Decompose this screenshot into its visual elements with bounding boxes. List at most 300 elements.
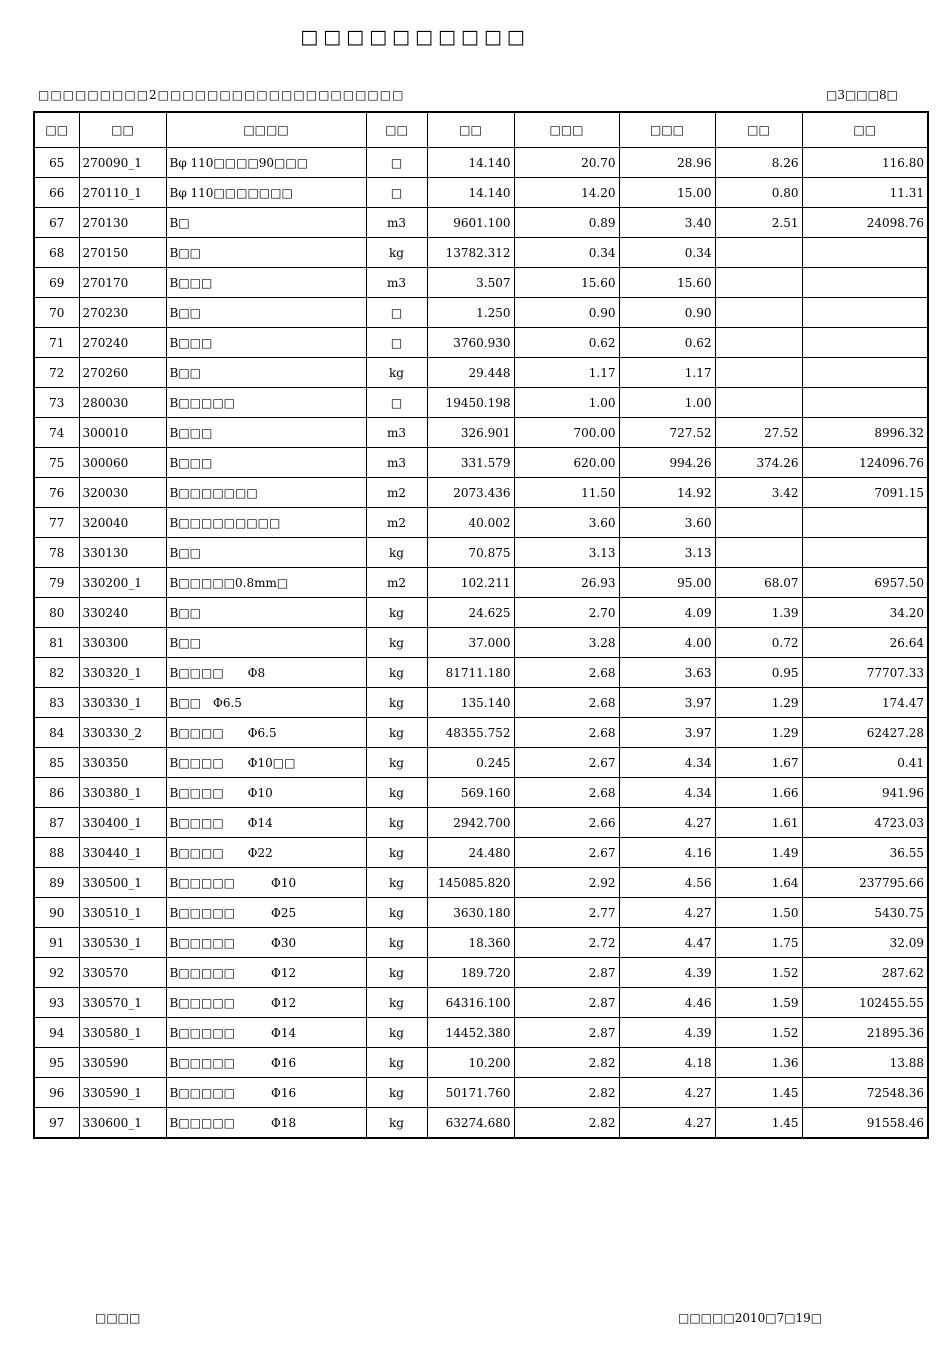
cell-name: B□□□□□ Φ14 [166, 1018, 366, 1048]
cell-amount: 0.41 [802, 748, 928, 778]
cell-name: B□□ Φ6.5 [166, 688, 366, 718]
cell-code: 320040 [79, 508, 166, 538]
cell-index: 74 [34, 418, 79, 448]
cell-code: 330330_2 [79, 718, 166, 748]
cell-code: 270110_1 [79, 178, 166, 208]
cell-quantity: 14.140 [427, 178, 514, 208]
cell-amount [802, 508, 928, 538]
cell-quantity: 0.245 [427, 748, 514, 778]
cell-amount: 91558.46 [802, 1108, 928, 1139]
cell-base-price: 3.28 [514, 628, 619, 658]
cell-name: B□□□□ Φ10□□ [166, 748, 366, 778]
cell-unit: kg [366, 928, 427, 958]
cell-base-price: 700.00 [514, 418, 619, 448]
cell-quantity: 135.140 [427, 688, 514, 718]
cell-base-price: 20.70 [514, 148, 619, 178]
cell-diff [715, 508, 802, 538]
cell-code: 330300 [79, 628, 166, 658]
cell-market-price: 4.27 [619, 898, 715, 928]
cell-name: B□□ [166, 598, 366, 628]
cell-code: 330500_1 [79, 868, 166, 898]
table-row [34, 718, 928, 748]
cell-name: B□□ [166, 538, 366, 568]
cell-quantity: 102.211 [427, 568, 514, 598]
cell-amount: 237795.66 [802, 868, 928, 898]
cell-quantity: 3630.180 [427, 898, 514, 928]
cell-amount: 21895.36 [802, 1018, 928, 1048]
cell-unit: kg [366, 538, 427, 568]
cell-code: 330330_1 [79, 688, 166, 718]
cell-unit: kg [366, 1108, 427, 1139]
table-row [34, 1048, 928, 1078]
cell-quantity: 29.448 [427, 358, 514, 388]
cell-index: 75 [34, 448, 79, 478]
cell-unit: kg [366, 778, 427, 808]
cell-diff: 1.59 [715, 988, 802, 1018]
cell-code: 270150 [79, 238, 166, 268]
cell-index: 80 [34, 598, 79, 628]
cell-unit: kg [366, 628, 427, 658]
cell-amount: 4723.03 [802, 808, 928, 838]
cell-quantity: 3760.930 [427, 328, 514, 358]
cell-base-price: 2.67 [514, 748, 619, 778]
cell-unit: kg [366, 598, 427, 628]
cell-name: B□□□□□ Φ12 [166, 988, 366, 1018]
cell-code: 330380_1 [79, 778, 166, 808]
table-row [34, 1078, 928, 1108]
cell-index: 89 [34, 868, 79, 898]
cell-amount: 174.47 [802, 688, 928, 718]
cell-code: 320030 [79, 478, 166, 508]
cell-market-price: 4.47 [619, 928, 715, 958]
cell-base-price: 2.68 [514, 718, 619, 748]
cell-market-price: 3.40 [619, 208, 715, 238]
cell-quantity: 18.360 [427, 928, 514, 958]
cell-amount: 26.64 [802, 628, 928, 658]
table-body [34, 148, 928, 1139]
cell-diff: 0.80 [715, 178, 802, 208]
cell-index: 94 [34, 1018, 79, 1048]
table-row [34, 808, 928, 838]
cell-index: 79 [34, 568, 79, 598]
cell-index: 87 [34, 808, 79, 838]
table-row [34, 658, 928, 688]
cell-amount: 5430.75 [802, 898, 928, 928]
cell-index: 67 [34, 208, 79, 238]
cell-diff: 8.26 [715, 148, 802, 178]
cell-market-price: 4.46 [619, 988, 715, 1018]
cell-code: 270130 [79, 208, 166, 238]
cell-name: B□□□ [166, 328, 366, 358]
cell-base-price: 2.77 [514, 898, 619, 928]
cell-unit: kg [366, 808, 427, 838]
cell-name: Bφ 110□□□□□□□ [166, 178, 366, 208]
cell-diff: 1.36 [715, 1048, 802, 1078]
cell-diff: 1.52 [715, 958, 802, 988]
cell-name: B□□□□□0.8mm□ [166, 568, 366, 598]
cell-code: 300060 [79, 448, 166, 478]
cell-amount: 11.31 [802, 178, 928, 208]
footer-date-text: □□□□□2010□7□19□ [678, 1311, 823, 1325]
cell-unit: □ [366, 178, 427, 208]
cell-base-price: 2.66 [514, 808, 619, 838]
cell-unit: kg [366, 718, 427, 748]
cell-market-price: 95.00 [619, 568, 715, 598]
cell-index: 73 [34, 388, 79, 418]
cell-index: 77 [34, 508, 79, 538]
cell-amount [802, 268, 928, 298]
cell-quantity: 145085.820 [427, 868, 514, 898]
cell-base-price: 26.93 [514, 568, 619, 598]
cell-code: 300010 [79, 418, 166, 448]
cell-unit: m3 [366, 418, 427, 448]
cell-diff: 1.52 [715, 1018, 802, 1048]
cell-index: 68 [34, 238, 79, 268]
cell-quantity: 2942.700 [427, 808, 514, 838]
cell-quantity: 70.875 [427, 538, 514, 568]
header-col-name: □□□□ [166, 112, 366, 148]
cell-diff [715, 538, 802, 568]
page-info: □3□□□8□ [826, 88, 898, 102]
cell-market-price: 3.63 [619, 658, 715, 688]
cell-unit: kg [366, 688, 427, 718]
cell-index: 91 [34, 928, 79, 958]
cell-diff: 1.61 [715, 808, 802, 838]
cell-amount: 124096.76 [802, 448, 928, 478]
cell-market-price: 0.90 [619, 298, 715, 328]
cell-base-price: 15.60 [514, 268, 619, 298]
cell-amount: 32.09 [802, 928, 928, 958]
cell-base-price: 2.87 [514, 988, 619, 1018]
cell-base-price: 2.68 [514, 688, 619, 718]
cell-base-price: 0.34 [514, 238, 619, 268]
cell-unit: kg [366, 988, 427, 1018]
cell-amount: 77707.33 [802, 658, 928, 688]
cell-diff: 0.72 [715, 628, 802, 658]
cell-market-price: 1.00 [619, 388, 715, 418]
cell-amount: 8996.32 [802, 418, 928, 448]
cell-name: B□□□□□ [166, 388, 366, 418]
cell-code: 330600_1 [79, 1108, 166, 1139]
cell-unit: m2 [366, 478, 427, 508]
cell-index: 93 [34, 988, 79, 1018]
cell-index: 85 [34, 748, 79, 778]
cell-code: 330130 [79, 538, 166, 568]
cell-index: 71 [34, 328, 79, 358]
cell-unit: kg [366, 868, 427, 898]
cell-base-price: 1.00 [514, 388, 619, 418]
cell-name: B□□□□□ Φ16 [166, 1078, 366, 1108]
cell-code: 330580_1 [79, 1018, 166, 1048]
cell-market-price: 0.62 [619, 328, 715, 358]
cell-diff [715, 268, 802, 298]
cell-name: B□□□□ Φ22 [166, 838, 366, 868]
cell-name: B□□□□ Φ6.5 [166, 718, 366, 748]
cell-base-price: 0.90 [514, 298, 619, 328]
cell-base-price: 2.82 [514, 1048, 619, 1078]
cell-quantity: 14452.380 [427, 1018, 514, 1048]
cell-quantity: 19450.198 [427, 388, 514, 418]
cell-quantity: 2073.436 [427, 478, 514, 508]
cell-base-price: 2.82 [514, 1078, 619, 1108]
cell-name: B□□□□□ Φ16 [166, 1048, 366, 1078]
table-row [34, 418, 928, 448]
cell-quantity: 14.140 [427, 148, 514, 178]
cell-index: 72 [34, 358, 79, 388]
cell-market-price: 4.39 [619, 958, 715, 988]
cell-name: B□□□□ Φ14 [166, 808, 366, 838]
cell-amount: 287.62 [802, 958, 928, 988]
cell-market-price: 4.34 [619, 778, 715, 808]
cell-market-price: 1.17 [619, 358, 715, 388]
cell-unit: □ [366, 328, 427, 358]
cell-unit: kg [366, 1048, 427, 1078]
cell-diff: 2.51 [715, 208, 802, 238]
cell-base-price: 2.67 [514, 838, 619, 868]
cell-code: 330320_1 [79, 658, 166, 688]
cell-diff: 27.52 [715, 418, 802, 448]
cell-name: B□□□ [166, 418, 366, 448]
table-row [34, 328, 928, 358]
cell-market-price: 3.60 [619, 508, 715, 538]
cell-amount: 102455.55 [802, 988, 928, 1018]
footer-left-text: □□□□ [95, 1311, 141, 1325]
cell-name: B□□□□□ Φ10 [166, 868, 366, 898]
cell-name: B□□□ [166, 448, 366, 478]
cell-name: B□□ [166, 298, 366, 328]
cell-quantity: 64316.100 [427, 988, 514, 1018]
cell-unit: □ [366, 148, 427, 178]
cell-name: B□□□□□ Φ12 [166, 958, 366, 988]
cell-name: B□ [166, 208, 366, 238]
cell-base-price: 2.87 [514, 958, 619, 988]
cell-diff: 0.95 [715, 658, 802, 688]
table-row [34, 148, 928, 178]
cell-quantity: 10.200 [427, 1048, 514, 1078]
table-row [34, 508, 928, 538]
cell-diff [715, 298, 802, 328]
table-row [34, 388, 928, 418]
cell-market-price: 4.56 [619, 868, 715, 898]
cell-index: 69 [34, 268, 79, 298]
cell-unit: □ [366, 388, 427, 418]
cell-code: 330570 [79, 958, 166, 988]
cell-quantity: 326.901 [427, 418, 514, 448]
cell-base-price: 2.82 [514, 1108, 619, 1139]
cell-code: 330400_1 [79, 808, 166, 838]
cell-base-price: 14.20 [514, 178, 619, 208]
cell-index: 95 [34, 1048, 79, 1078]
cell-market-price: 15.60 [619, 268, 715, 298]
table-row [34, 898, 928, 928]
cell-quantity: 24.480 [427, 838, 514, 868]
cell-name: B□□□□□ Φ18 [166, 1108, 366, 1139]
header-col-code: □□ [79, 112, 166, 148]
cell-quantity: 24.625 [427, 598, 514, 628]
cell-amount: 24098.76 [802, 208, 928, 238]
cell-base-price: 620.00 [514, 448, 619, 478]
cell-code: 330240 [79, 598, 166, 628]
cell-quantity: 189.720 [427, 958, 514, 988]
cell-diff: 1.29 [715, 718, 802, 748]
cell-index: 88 [34, 838, 79, 868]
cell-market-price: 994.26 [619, 448, 715, 478]
table-row [34, 478, 928, 508]
cell-amount: 941.96 [802, 778, 928, 808]
cell-amount: 7091.15 [802, 478, 928, 508]
cell-diff: 1.49 [715, 838, 802, 868]
cell-unit: □ [366, 298, 427, 328]
cell-code: 330440_1 [79, 838, 166, 868]
cell-quantity: 81711.180 [427, 658, 514, 688]
cell-base-price: 2.72 [514, 928, 619, 958]
cell-index: 81 [34, 628, 79, 658]
cell-quantity: 331.579 [427, 448, 514, 478]
cell-market-price: 727.52 [619, 418, 715, 448]
cell-quantity: 13782.312 [427, 238, 514, 268]
cell-amount: 116.80 [802, 148, 928, 178]
cell-diff: 1.66 [715, 778, 802, 808]
header-col-base-price: □□□ [514, 112, 619, 148]
cell-market-price: 3.97 [619, 718, 715, 748]
table-row [34, 448, 928, 478]
header-col-diff: □□ [715, 112, 802, 148]
cell-quantity: 3.507 [427, 268, 514, 298]
cell-diff [715, 238, 802, 268]
table-row [34, 1018, 928, 1048]
cell-amount: 13.88 [802, 1048, 928, 1078]
header-col-index: □□ [34, 112, 79, 148]
cell-unit: kg [366, 1018, 427, 1048]
cell-index: 78 [34, 538, 79, 568]
table-row [34, 988, 928, 1018]
cell-index: 82 [34, 658, 79, 688]
cell-base-price: 3.13 [514, 538, 619, 568]
cell-base-price: 2.87 [514, 1018, 619, 1048]
cell-quantity: 9601.100 [427, 208, 514, 238]
cell-market-price: 4.27 [619, 1078, 715, 1108]
cell-diff: 1.45 [715, 1108, 802, 1139]
cell-market-price: 4.39 [619, 1018, 715, 1048]
cell-market-price: 4.09 [619, 598, 715, 628]
cell-unit: m3 [366, 448, 427, 478]
cell-name: B□□□□ Φ8 [166, 658, 366, 688]
cell-base-price: 1.17 [514, 358, 619, 388]
cell-index: 65 [34, 148, 79, 178]
cell-market-price: 4.18 [619, 1048, 715, 1078]
cell-code: 270260 [79, 358, 166, 388]
header-col-market-price: □□□ [619, 112, 715, 148]
cell-unit: kg [366, 898, 427, 928]
table-row [34, 178, 928, 208]
cell-diff: 1.29 [715, 688, 802, 718]
document-title: □□□□□□□□□□ [300, 26, 530, 48]
material-price-table [33, 111, 929, 1139]
cell-unit: kg [366, 1078, 427, 1108]
cell-amount [802, 538, 928, 568]
cell-name: B□□□□□□□ [166, 478, 366, 508]
cell-market-price: 3.97 [619, 688, 715, 718]
cell-name: B□□□□□ Φ30 [166, 928, 366, 958]
cell-diff [715, 388, 802, 418]
cell-amount: 36.55 [802, 838, 928, 868]
cell-amount [802, 298, 928, 328]
cell-code: 270090_1 [79, 148, 166, 178]
cell-diff: 1.39 [715, 598, 802, 628]
table-row [34, 538, 928, 568]
cell-diff [715, 328, 802, 358]
cell-diff: 1.45 [715, 1078, 802, 1108]
cell-amount [802, 238, 928, 268]
cell-quantity: 1.250 [427, 298, 514, 328]
cell-base-price: 11.50 [514, 478, 619, 508]
cell-code: 330510_1 [79, 898, 166, 928]
cell-code: 330590_1 [79, 1078, 166, 1108]
cell-amount: 62427.28 [802, 718, 928, 748]
cell-diff: 1.75 [715, 928, 802, 958]
table-row [34, 1108, 928, 1139]
cell-name: Bφ 110□□□□90□□□ [166, 148, 366, 178]
cell-base-price: 0.62 [514, 328, 619, 358]
cell-base-price: 2.70 [514, 598, 619, 628]
cell-market-price: 0.34 [619, 238, 715, 268]
cell-diff: 1.50 [715, 898, 802, 928]
header-col-amount: □□ [802, 112, 928, 148]
cell-name: B□□□□□ Φ25 [166, 898, 366, 928]
cell-name: B□□□□ Φ10 [166, 778, 366, 808]
cell-code: 270240 [79, 328, 166, 358]
cell-unit: kg [366, 958, 427, 988]
cell-base-price: 2.68 [514, 658, 619, 688]
cell-base-price: 0.89 [514, 208, 619, 238]
cell-index: 90 [34, 898, 79, 928]
cell-code: 330530_1 [79, 928, 166, 958]
cell-unit: kg [366, 358, 427, 388]
cell-quantity: 40.002 [427, 508, 514, 538]
cell-code: 330350 [79, 748, 166, 778]
cell-quantity: 63274.680 [427, 1108, 514, 1139]
header-col-quantity: □□ [427, 112, 514, 148]
table-header-row [34, 112, 928, 148]
cell-quantity: 569.160 [427, 778, 514, 808]
cell-index: 66 [34, 178, 79, 208]
cell-name: B□□ [166, 358, 366, 388]
cell-base-price: 2.68 [514, 778, 619, 808]
table-row [34, 688, 928, 718]
table-row [34, 268, 928, 298]
project-line: □□□□□□□□□2□□□□□□□□□□□□□□□□□□□□ [38, 88, 405, 102]
cell-index: 84 [34, 718, 79, 748]
cell-quantity: 48355.752 [427, 718, 514, 748]
cell-market-price: 28.96 [619, 148, 715, 178]
table-row [34, 958, 928, 988]
cell-index: 83 [34, 688, 79, 718]
cell-market-price: 4.00 [619, 628, 715, 658]
table-row [34, 868, 928, 898]
table-row [34, 598, 928, 628]
table-row [34, 748, 928, 778]
cell-diff: 68.07 [715, 568, 802, 598]
table-row [34, 238, 928, 268]
cell-name: B□□ [166, 238, 366, 268]
cell-code: 330590 [79, 1048, 166, 1078]
cell-code: 330200_1 [79, 568, 166, 598]
cell-market-price: 4.27 [619, 1108, 715, 1139]
table-row [34, 208, 928, 238]
cell-code: 330570_1 [79, 988, 166, 1018]
cell-unit: m2 [366, 568, 427, 598]
cell-name: B□□□□□□□□□ [166, 508, 366, 538]
